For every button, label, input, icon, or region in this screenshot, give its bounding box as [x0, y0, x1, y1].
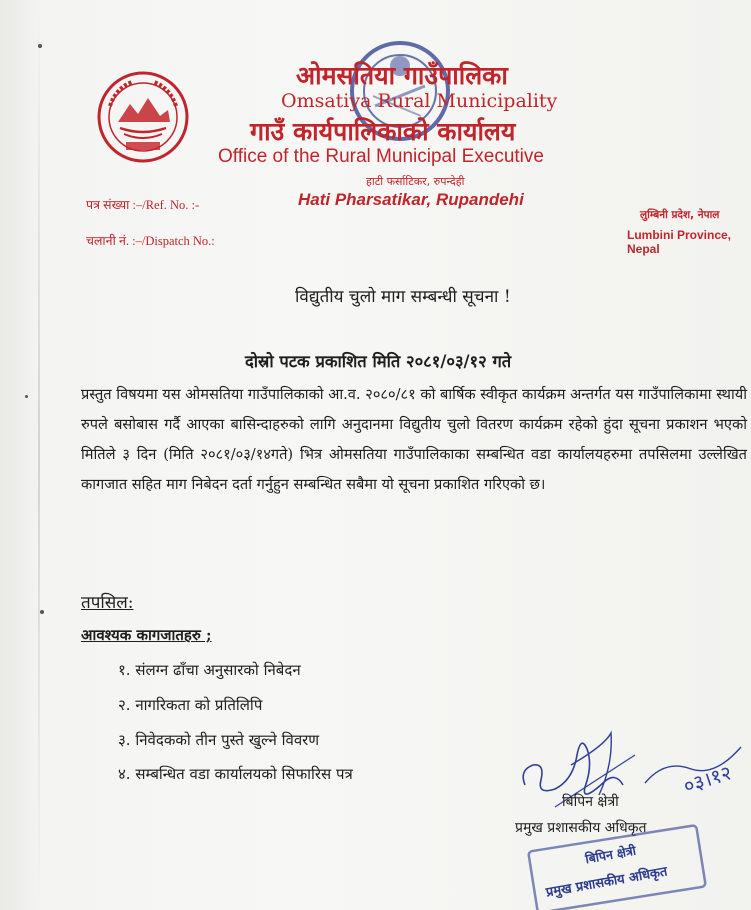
notice-title: विद्युतीय चुलो माग सम्बन्धी सूचना !	[295, 287, 511, 307]
stamp-name: बिपिन क्षेत्री	[584, 842, 638, 867]
paper-fold	[38, 0, 40, 910]
punch-mark	[38, 44, 42, 48]
list-item: २. नागरिकता को प्रतिलिपि	[118, 696, 263, 714]
punch-mark	[25, 395, 28, 398]
dispatch-number-label: चलानी नं. :–/Dispatch No.:	[86, 234, 215, 248]
signature-date: ०३।१२	[680, 760, 735, 799]
office-name-en: Office of the Rural Municipal Executive	[218, 146, 544, 167]
address-np: हाटी फर्साटिकर, रुपन्देही	[366, 175, 465, 188]
list-item: ४. सम्बन्धित वडा कार्यालयको सिफारिस पत्र	[118, 765, 353, 783]
municipality-emblem-icon	[96, 70, 190, 164]
address-en: Hati Pharsatikar, Rupandehi	[298, 190, 524, 209]
list-item: ३. निवेदकको तीन पुस्ते खुल्ने विवरण	[118, 731, 320, 749]
ref-number-label: पत्र संख्या :–/Ref. No. :-	[86, 198, 200, 212]
signatory-title: प्रमुख प्रशासकीय अधिकृत	[515, 820, 647, 836]
required-docs-heading: आवश्यक कागजातहरु ;	[81, 626, 212, 644]
municipality-name-np: ओमसतिया गाउँपालिका	[296, 61, 508, 90]
publication-date: दोस्रो पटक प्रकाशित मिति २०८१/०३/१२ गते	[245, 352, 512, 371]
notice-body: प्रस्तुत विषयमा यस ओमसतिया गाउँपालिकाको आ.व. २०८०/८१ को बार्षिक स्वीकृत कार्यक्रम अन्तर्गत यस गाउँपालिकामा स्थायी रुपले बसोबास गर्दै आएका बासिन्दाहरुको लागि अनुदानमा विद्युतीय चुलो वितरण कार्यक्रम रहेको हुंदा सूचना प्रकाशन भएको मितिले ३ दिन (मिति २०८१/०३/१४गते) भित्र ओमसतिया गाउँपालिकाका सम्बन्धित वडा कार्यालयहरुमा तपसिलमा उल्लेखित कागजात सहित माग निबेदन दर्ता गर्नुहुन सम्बन्धित सबैमा यो सूचना प्रकाशित गरिएको छ।	[81, 386, 747, 493]
details-heading: तपसिल:	[81, 593, 134, 613]
handwritten-signature	[515, 725, 751, 830]
province-np: लुम्बिनी प्रदेश, नेपाल	[640, 209, 720, 221]
municipality-name-en: Omsatiya Rural Municipality	[281, 90, 558, 112]
punch-mark	[40, 610, 44, 614]
list-item: १. संलग्न ढाँचा अनुसारको निबेदन	[118, 661, 301, 679]
office-name-np: गाउँ कार्यपालिकाको कार्यालय	[250, 117, 516, 146]
signatory-name: बिपिन क्षेत्री	[562, 794, 619, 810]
stamp-title: प्रमुख प्रशासकीय अधिकृत	[544, 864, 669, 901]
province-en: Lumbini Province, Nepal	[627, 228, 732, 256]
